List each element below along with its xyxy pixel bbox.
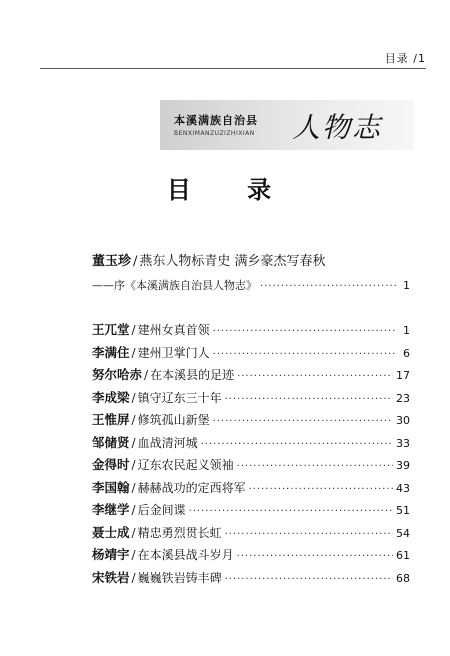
entry-separator: /: [131, 345, 136, 360]
entry-person-name: 金得时: [92, 457, 130, 472]
header-rule: [40, 68, 426, 69]
entry-page-number: 51: [396, 504, 410, 517]
entry-separator: /: [131, 480, 136, 495]
toc-entry[interactable]: [92, 343, 410, 366]
entry-page-number: 68: [396, 571, 410, 585]
entry-separator: /: [131, 548, 136, 562]
entry-separator: /: [131, 570, 136, 585]
preface-subtitle-row[interactable]: [92, 277, 410, 293]
entry-page-number: 1: [403, 324, 410, 337]
dot-leader: [249, 484, 393, 495]
entry-person-name: 李继学: [92, 502, 130, 517]
toc-title: 目 录: [166, 176, 296, 204]
entry-person-name: 李成梁: [92, 389, 130, 405]
entry-separator: /: [131, 458, 136, 472]
preface-page-number: 1: [403, 279, 410, 292]
toc-entry[interactable]: [92, 388, 410, 411]
toc-entry[interactable]: [92, 478, 410, 501]
entry-page-number: 23: [396, 391, 410, 405]
dot-leader: [213, 416, 393, 427]
toc-entry[interactable]: [92, 568, 410, 591]
entry-page-number: 33: [396, 436, 410, 450]
toc-entry[interactable]: [92, 433, 410, 456]
entry-page-number: 43: [396, 481, 410, 495]
banner-pinyin: BENXIMANZUZIZHIXIAN: [174, 130, 255, 137]
entry-person-name: 努尔哈赤: [92, 367, 143, 382]
dot-leader: [237, 551, 393, 562]
entry-title: 镇守辽东三十年: [137, 390, 222, 405]
entry-person-name: 李国翰: [92, 479, 130, 495]
entry-separator: /: [131, 413, 136, 427]
dot-leader: [225, 394, 393, 405]
entry-page-number: 17: [396, 369, 410, 382]
entry-title: 后金间谍: [137, 503, 186, 517]
entry-title: 建州女真首领: [137, 323, 210, 337]
entry-person-name: 杨靖宇: [92, 547, 130, 562]
entry-page-number: 6: [403, 346, 410, 360]
entry-page-number: 54: [396, 526, 410, 540]
banner-book-title: 人物志: [292, 111, 383, 144]
entry-page-number: 39: [396, 459, 410, 472]
entry-title: 在本溪县战斗岁月: [137, 548, 234, 562]
dot-leader: [213, 349, 397, 360]
entry-page-number: 30: [396, 414, 410, 427]
preface-separator: /: [133, 254, 138, 269]
entry-title: 精忠勇烈贯长虹: [137, 525, 222, 540]
entry-separator: /: [131, 525, 136, 540]
dot-leader: [201, 439, 393, 450]
entry-title: 修筑孤山新堡: [137, 413, 210, 427]
dot-leader: [225, 529, 393, 540]
title-banner: [160, 100, 414, 150]
toc-entry[interactable]: [92, 455, 410, 478]
preface-subtitle: ——序《本溪满族自治县人物志》: [92, 279, 257, 292]
toc-entry[interactable]: [92, 410, 410, 433]
running-head: 目录 /1: [384, 52, 426, 65]
toc-entry[interactable]: [92, 365, 410, 388]
banner-county: 本溪满族自治县: [174, 114, 258, 127]
toc-entry[interactable]: [92, 500, 410, 523]
entry-title: 赫赫战功的定西将军: [137, 480, 246, 495]
dot-leader: [189, 506, 393, 517]
entry-person-name: 邹储贤: [92, 434, 130, 450]
entry-person-name: 宋铁岩: [92, 569, 130, 585]
entry-person-name: 王惟屏: [92, 412, 130, 427]
entry-separator: /: [131, 435, 136, 450]
preface-entry[interactable]: [92, 250, 326, 269]
entry-separator: /: [144, 368, 149, 382]
entry-title: 血战清河城: [137, 435, 198, 450]
toc-entry[interactable]: [92, 523, 410, 546]
toc-entry[interactable]: [92, 320, 410, 343]
dot-leader: [213, 326, 397, 337]
entry-person-name: 王兀堂: [92, 322, 130, 337]
entry-person-name: 聂士成: [92, 524, 130, 540]
preface-author: 董玉珍: [92, 254, 132, 269]
entry-separator: /: [131, 323, 136, 337]
entry-title: 巍巍铁岩铸丰碑: [137, 570, 222, 585]
toc-entries: [92, 320, 410, 590]
entry-person-name: 李满住: [92, 344, 130, 360]
dot-leader: [260, 281, 397, 292]
entry-page-number: 61: [396, 549, 410, 562]
entry-title: 辽东农民起义领袖: [137, 458, 234, 472]
dot-leader: [237, 461, 393, 472]
entry-separator: /: [131, 390, 136, 405]
preface-title: 燕东人物标青史 满乡豪杰写春秋: [139, 254, 326, 269]
toc-entry[interactable]: [92, 545, 410, 568]
dot-leader: [237, 371, 393, 382]
entry-separator: /: [131, 503, 136, 517]
entry-title: 建州卫掌门人: [137, 345, 210, 360]
entry-title: 在本溪县的足迹: [150, 368, 235, 382]
dot-leader: [225, 574, 393, 585]
